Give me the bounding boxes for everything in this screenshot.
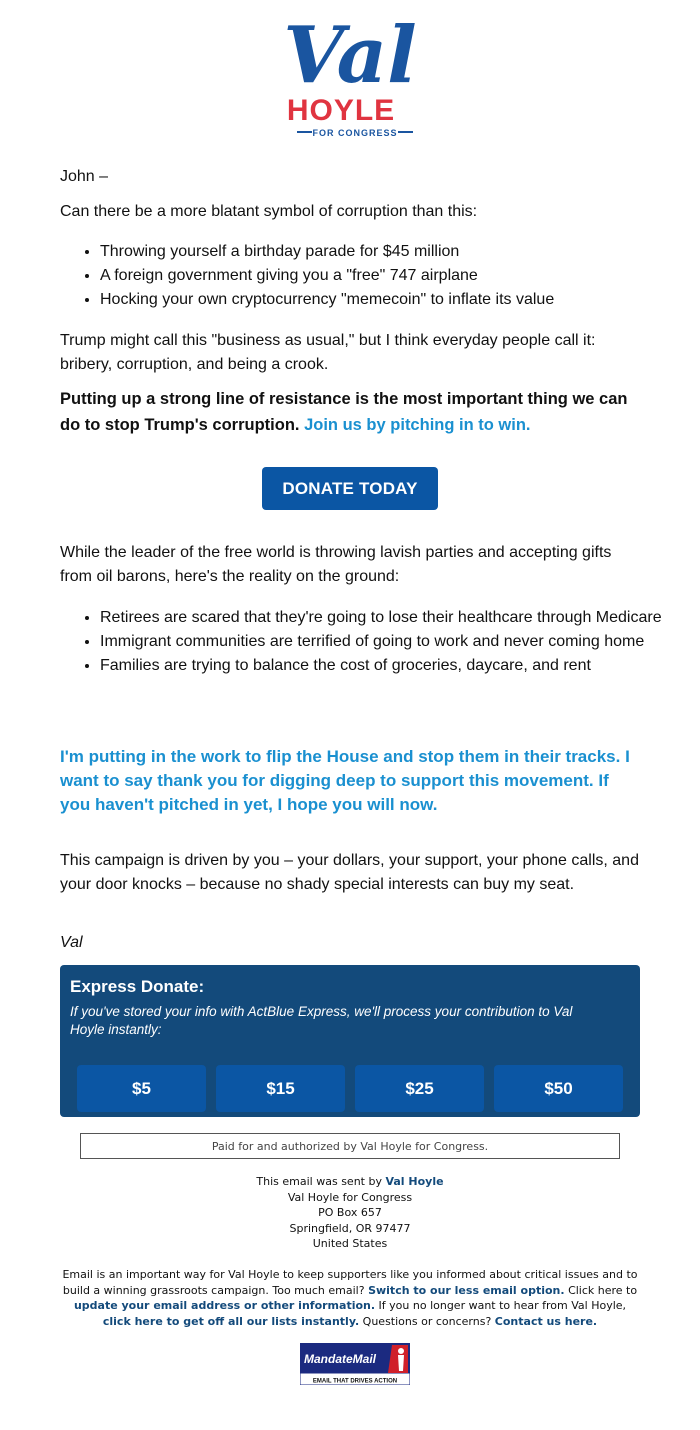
footer-text: Click here to [568, 1283, 638, 1297]
po-box: PO Box 657 [318, 1206, 382, 1219]
logo-name-text: HOYLE [286, 94, 396, 127]
update-info-link[interactable]: update your email address or other information. [73, 1299, 376, 1312]
paragraph-campaign: This campaign is driven by you – your dollars, your support, your phone calls, and your door knocks – because no shady special interests can buy my seat. [60, 852, 639, 893]
greeting: John – [60, 168, 109, 185]
corruption-list [60, 240, 680, 312]
list-item: • Families are trying to balance the cost of groceries, daycare, and rent [100, 654, 680, 678]
sender-link[interactable]: Val Hoyle [385, 1175, 444, 1188]
list-item: • Immigrant communities are terrified of going to work and never coming home [100, 630, 680, 654]
express-donate-subtitle: If you've stored your info with ActBlue Express, we'll process your contribution to Val Hoyle instantly: [70, 1004, 573, 1037]
donate-25-button[interactable]: $25 [355, 1065, 484, 1112]
footer-text: If you no longer want to hear from Val Hoyle, [378, 1299, 627, 1312]
less-email-link[interactable]: Switch to our less email option. [368, 1283, 565, 1297]
express-donate-panel [60, 965, 640, 1117]
footer-unsubscribe [60, 1267, 640, 1329]
list-item: • Throwing yourself a birthday parade for $45 million [100, 240, 680, 264]
intro-paragraph: Can there be a more blatant symbol of corruption than this: [60, 203, 478, 220]
cta-paragraph[interactable]: I'm putting in the work to flip the House and stop them in their tracks. I want to say thank you for digging deep to support this movement. If you haven't pitched in yet, I hope you will now. [60, 747, 630, 814]
paid-for-disclaimer: Paid for and authorized by Val Hoyle for Congress. [80, 1133, 620, 1159]
paragraph-reality: While the leader of the free world is throwing lavish parties and accepting gifts from oil barons, here's the reality on the ground: [60, 544, 612, 585]
join-us-link[interactable]: Join us by pitching in to win. [304, 416, 531, 434]
val-hoyle-logo [0, 10, 700, 140]
list-item: • Hocking your own cryptocurrency "memecoin" to inflate its value [100, 288, 680, 312]
badge-tagline-text: EMAIL THAT DRIVES ACTION [312, 1378, 398, 1385]
org-name: Val Hoyle for Congress [287, 1190, 413, 1204]
mandatemail-badge[interactable] [300, 1343, 410, 1385]
donate-50-button[interactable]: $50 [494, 1065, 623, 1112]
paragraph-resistance [60, 386, 640, 438]
city-state: Springfield, OR 97477 [289, 1221, 411, 1235]
express-donate-title: Express Donate: [70, 977, 205, 996]
list-item: • A foreign government giving you a "free" 747 airplane [100, 264, 680, 288]
logo-script-text: Val [283, 10, 417, 101]
reality-list [60, 606, 680, 678]
signature: Val [60, 934, 83, 951]
footer-address [60, 1174, 640, 1252]
badge-name-text: MandateMail [304, 1352, 377, 1366]
list-item: • Retirees are scared that they're going to lose their healthcare through Medicare [100, 606, 680, 630]
footer-text: Email is an important way for Val Hoyle to keep supporters like you informed about critical issues and to build a winning grassroots campaign. Too much email? [62, 1268, 638, 1297]
resistance-bold-text: Putting up a strong line of resistance is the most important thing we can do to stop Trump's corruption. [60, 390, 628, 434]
contact-link[interactable]: Contact us here. [494, 1314, 598, 1328]
paragraph-business-as-usual: Trump might call this "business as usual," but I think everyday people call it: bribery, corruption, and being a crook. [60, 332, 596, 373]
unsubscribe-link[interactable]: click here to get off all our lists instantly. [102, 1314, 360, 1328]
sent-by-text: This email was sent by [256, 1175, 382, 1188]
footer-text: Questions or concerns? [362, 1314, 492, 1328]
donate-today-button[interactable]: DONATE TODAY [262, 467, 438, 510]
donate-5-button[interactable]: $5 [77, 1065, 206, 1112]
country: United States [312, 1237, 388, 1250]
logo-tagline-text: FOR CONGRESS [312, 128, 398, 138]
donate-15-button[interactable]: $15 [216, 1065, 345, 1112]
